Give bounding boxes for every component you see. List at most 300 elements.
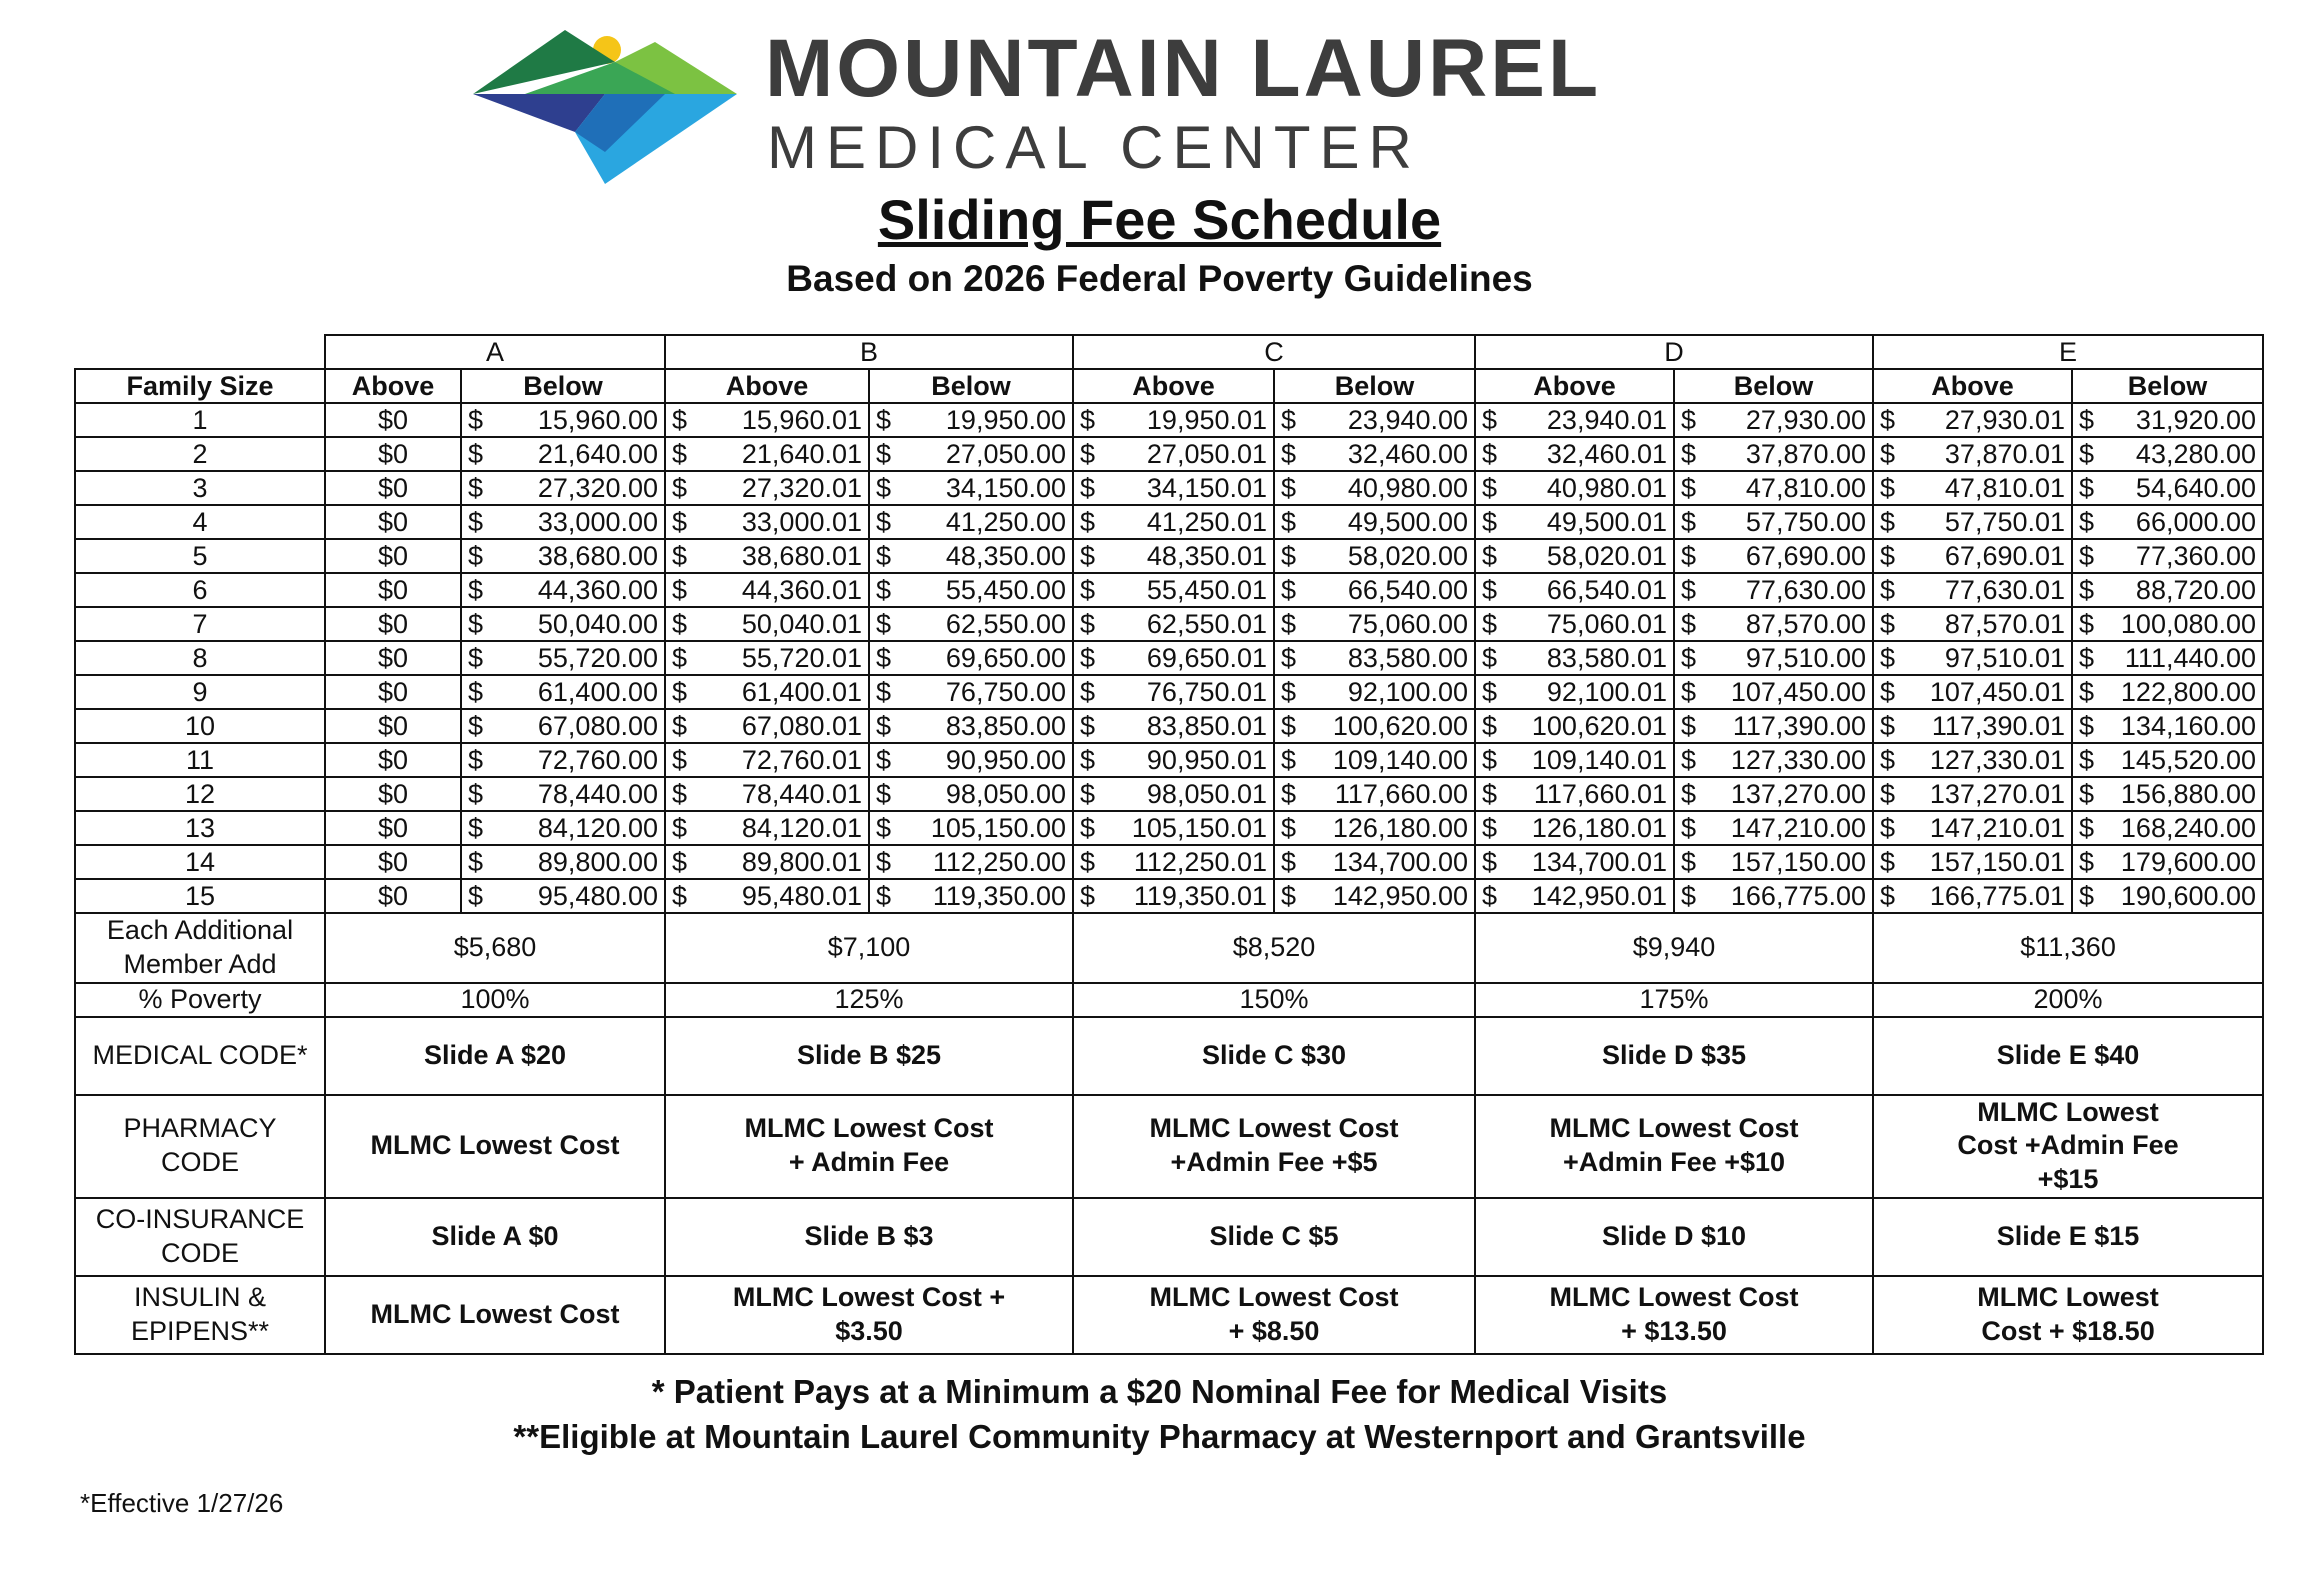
amount: 168,240.00 xyxy=(2120,812,2257,843)
b-above-cell xyxy=(665,471,869,505)
e-below-cell xyxy=(2072,709,2263,743)
currency-symbol: $ xyxy=(1281,744,1297,775)
a-above-cell: $0 xyxy=(325,505,461,539)
row-label: PHARMACY CODE xyxy=(75,1095,325,1198)
a-below-cell xyxy=(461,743,665,777)
medical-code-value: Slide C $30 xyxy=(1073,1017,1475,1095)
a-above-cell: $0 xyxy=(325,845,461,879)
currency-symbol: $ xyxy=(1880,676,1896,707)
amount: 66,000.00 xyxy=(2135,506,2257,537)
amount: 44,360.00 xyxy=(537,574,659,605)
currency-symbol: $ xyxy=(1281,846,1297,877)
currency-symbol: $ xyxy=(1080,710,1096,741)
d-above-cell xyxy=(1475,811,1674,845)
c-below-cell xyxy=(1274,845,1475,879)
row-label: MEDICAL CODE* xyxy=(75,1017,325,1095)
amount: 117,390.01 xyxy=(1931,710,2066,741)
poverty-value: 200% xyxy=(1873,983,2263,1017)
a-below-cell xyxy=(461,709,665,743)
a-above-cell: $0 xyxy=(325,709,461,743)
currency-symbol: $ xyxy=(1281,812,1297,843)
currency-symbol: $ xyxy=(1482,472,1498,503)
amount: 98,050.00 xyxy=(945,778,1067,809)
amount: 134,160.00 xyxy=(2120,710,2257,741)
above-header: Above xyxy=(325,369,461,403)
amount: 15,960.01 xyxy=(741,404,863,435)
coinsurance-code-value: Slide C $5 xyxy=(1073,1198,1475,1276)
amount: 50,040.01 xyxy=(741,608,863,639)
amount: 89,800.01 xyxy=(741,846,863,877)
b-below-cell xyxy=(869,811,1073,845)
coinsurance-code-value: Slide B $3 xyxy=(665,1198,1073,1276)
amount: 95,480.01 xyxy=(741,880,863,911)
family-size-cell: 1 xyxy=(75,403,325,437)
medical-code-value: Slide A $20 xyxy=(325,1017,665,1095)
currency-symbol: $ xyxy=(468,608,484,639)
amount: 92,100.01 xyxy=(1546,676,1668,707)
amount: 76,750.01 xyxy=(1146,676,1268,707)
coinsurance-code-value: Slide D $10 xyxy=(1475,1198,1873,1276)
a-above-cell: $0 xyxy=(325,743,461,777)
amount: 83,850.00 xyxy=(945,710,1067,741)
currency-symbol: $ xyxy=(1681,846,1697,877)
amount: 49,500.01 xyxy=(1546,506,1668,537)
amount: 57,750.00 xyxy=(1745,506,1867,537)
row-label: INSULIN & EPIPENS** xyxy=(75,1276,325,1354)
a-below-cell xyxy=(461,607,665,641)
pharmacy-code-value: MLMC Lowest Cost +Admin Fee +$15 xyxy=(1873,1095,2263,1198)
currency-symbol: $ xyxy=(1482,642,1498,673)
currency-symbol: $ xyxy=(1681,472,1697,503)
slide-header-row xyxy=(75,335,2263,369)
e-below-cell xyxy=(2072,777,2263,811)
e-below-cell xyxy=(2072,743,2263,777)
below-header: Below xyxy=(1274,369,1475,403)
currency-symbol: $ xyxy=(1080,812,1096,843)
a-above-cell: $0 xyxy=(325,471,461,505)
currency-symbol: $ xyxy=(1681,438,1697,469)
currency-symbol: $ xyxy=(672,744,688,775)
b-below-cell xyxy=(869,573,1073,607)
currency-symbol: $ xyxy=(1880,438,1896,469)
b-above-cell xyxy=(665,675,869,709)
currency-symbol: $ xyxy=(2079,540,2095,571)
b-above-cell xyxy=(665,403,869,437)
d-below-cell xyxy=(1674,403,1873,437)
currency-symbol: $ xyxy=(876,642,892,673)
currency-symbol: $ xyxy=(1880,506,1896,537)
amount: 111,440.00 xyxy=(2124,642,2257,673)
currency-symbol: $ xyxy=(876,608,892,639)
currency-symbol: $ xyxy=(1880,574,1896,605)
amount: 119,350.00 xyxy=(932,880,1067,911)
amount: 41,250.00 xyxy=(945,506,1067,537)
currency-symbol: $ xyxy=(1281,778,1297,809)
amount: 117,390.00 xyxy=(1732,710,1867,741)
currency-symbol: $ xyxy=(1681,608,1697,639)
amount: 27,050.00 xyxy=(945,438,1067,469)
currency-symbol: $ xyxy=(1880,608,1896,639)
insulin-value: MLMC Lowest Cost + $13.50 xyxy=(1475,1276,1873,1354)
family-size-cell: 11 xyxy=(75,743,325,777)
amount: 100,080.00 xyxy=(2120,608,2257,639)
d-above-cell xyxy=(1475,879,1674,913)
a-above-cell: $0 xyxy=(325,879,461,913)
currency-symbol: $ xyxy=(1681,642,1697,673)
currency-symbol: $ xyxy=(1080,880,1096,911)
currency-symbol: $ xyxy=(1281,676,1297,707)
additional-value: $9,940 xyxy=(1475,913,1873,983)
slide-header: A xyxy=(325,335,665,369)
a-below-cell xyxy=(461,641,665,675)
amount: 61,400.00 xyxy=(537,676,659,707)
amount: 62,550.01 xyxy=(1146,608,1268,639)
pharmacy-code-value: MLMC Lowest Cost + Admin Fee xyxy=(665,1095,1073,1198)
currency-symbol: $ xyxy=(2079,710,2095,741)
currency-symbol: $ xyxy=(2079,506,2095,537)
amount: 34,150.00 xyxy=(945,472,1067,503)
family-size-cell: 10 xyxy=(75,709,325,743)
d-below-cell xyxy=(1674,675,1873,709)
amount: 137,270.00 xyxy=(1730,778,1867,809)
currency-symbol: $ xyxy=(672,676,688,707)
row-label: % Poverty xyxy=(75,983,325,1017)
c-above-cell xyxy=(1073,437,1274,471)
e-below-cell xyxy=(2072,505,2263,539)
amount: 48,350.01 xyxy=(1146,540,1268,571)
amount: 100,620.01 xyxy=(1531,710,1668,741)
a-below-cell xyxy=(461,471,665,505)
amount: 83,580.00 xyxy=(1347,642,1469,673)
amount: 87,570.01 xyxy=(1944,608,2066,639)
currency-symbol: $ xyxy=(1482,812,1498,843)
currency-symbol: $ xyxy=(1482,676,1498,707)
currency-symbol: $ xyxy=(468,880,484,911)
e-below-cell xyxy=(2072,879,2263,913)
amount: 87,570.00 xyxy=(1745,608,1867,639)
amount: 119,350.01 xyxy=(1133,880,1268,911)
amount: 37,870.01 xyxy=(1944,438,2066,469)
currency-symbol: $ xyxy=(2079,608,2095,639)
currency-symbol: $ xyxy=(1080,472,1096,503)
currency-symbol: $ xyxy=(672,880,688,911)
table-row xyxy=(75,675,2263,709)
currency-symbol: $ xyxy=(2079,744,2095,775)
currency-symbol: $ xyxy=(1880,778,1896,809)
d-below-cell xyxy=(1674,811,1873,845)
table-row xyxy=(75,437,2263,471)
currency-symbol: $ xyxy=(876,574,892,605)
poverty-value: 150% xyxy=(1073,983,1475,1017)
pharmacy-code-value: MLMC Lowest Cost +Admin Fee +$10 xyxy=(1475,1095,1873,1198)
d-above-cell xyxy=(1475,675,1674,709)
amount: 19,950.01 xyxy=(1146,404,1268,435)
currency-symbol: $ xyxy=(1880,404,1896,435)
amount: 127,330.00 xyxy=(1730,744,1867,775)
above-header: Above xyxy=(1073,369,1274,403)
b-below-cell xyxy=(869,879,1073,913)
amount: 21,640.00 xyxy=(537,438,659,469)
below-header: Below xyxy=(869,369,1073,403)
currency-symbol: $ xyxy=(876,710,892,741)
currency-symbol: $ xyxy=(1681,506,1697,537)
currency-symbol: $ xyxy=(876,812,892,843)
currency-symbol: $ xyxy=(1482,846,1498,877)
e-below-cell xyxy=(2072,573,2263,607)
amount: 38,680.01 xyxy=(741,540,863,571)
d-below-cell xyxy=(1674,743,1873,777)
pharmacy-code-value: MLMC Lowest Cost xyxy=(325,1095,665,1198)
currency-symbol: $ xyxy=(1281,506,1297,537)
table-row xyxy=(75,403,2263,437)
additional-value: $8,520 xyxy=(1073,913,1475,983)
amount: 117,660.00 xyxy=(1334,778,1469,809)
currency-symbol: $ xyxy=(1482,404,1498,435)
amount: 97,510.00 xyxy=(1745,642,1867,673)
table-row xyxy=(75,811,2263,845)
amount: 156,880.00 xyxy=(2120,778,2257,809)
currency-symbol: $ xyxy=(1080,642,1096,673)
amount: 157,150.00 xyxy=(1730,846,1867,877)
b-above-cell xyxy=(665,845,869,879)
a-above-cell: $0 xyxy=(325,437,461,471)
currency-symbol: $ xyxy=(468,404,484,435)
amount: 147,210.00 xyxy=(1730,812,1867,843)
amount: 112,250.00 xyxy=(932,846,1067,877)
currency-symbol: $ xyxy=(876,744,892,775)
currency-symbol: $ xyxy=(1080,438,1096,469)
e-above-cell xyxy=(1873,709,2072,743)
c-above-cell xyxy=(1073,641,1274,675)
currency-symbol: $ xyxy=(1080,506,1096,537)
currency-symbol: $ xyxy=(1281,404,1297,435)
currency-symbol: $ xyxy=(1482,608,1498,639)
c-above-cell xyxy=(1073,709,1274,743)
amount: 58,020.00 xyxy=(1347,540,1469,571)
d-above-cell xyxy=(1475,641,1674,675)
amount: 126,180.01 xyxy=(1531,812,1668,843)
amount: 27,320.01 xyxy=(741,472,863,503)
currency-symbol: $ xyxy=(1281,472,1297,503)
amount: 88,720.00 xyxy=(2135,574,2257,605)
c-below-cell xyxy=(1274,879,1475,913)
b-below-cell xyxy=(869,845,1073,879)
above-below-header-row xyxy=(75,369,2263,403)
amount: 47,810.01 xyxy=(1944,472,2066,503)
currency-symbol: $ xyxy=(672,574,688,605)
table-row xyxy=(75,777,2263,811)
amount: 49,500.00 xyxy=(1347,506,1469,537)
c-below-cell xyxy=(1274,641,1475,675)
currency-symbol: $ xyxy=(672,778,688,809)
amount: 27,930.00 xyxy=(1745,404,1867,435)
amount: 84,120.00 xyxy=(537,812,659,843)
c-above-cell xyxy=(1073,539,1274,573)
currency-symbol: $ xyxy=(1880,812,1896,843)
amount: 90,950.00 xyxy=(945,744,1067,775)
above-header: Above xyxy=(665,369,869,403)
amount: 58,020.01 xyxy=(1546,540,1668,571)
e-above-cell xyxy=(1873,743,2072,777)
amount: 75,060.00 xyxy=(1347,608,1469,639)
amount: 78,440.01 xyxy=(741,778,863,809)
b-below-cell xyxy=(869,539,1073,573)
amount: 117,660.01 xyxy=(1533,778,1668,809)
amount: 83,580.01 xyxy=(1546,642,1668,673)
effective-date: *Effective 1/27/26 xyxy=(80,1488,284,1518)
currency-symbol: $ xyxy=(1080,574,1096,605)
poverty-value: 100% xyxy=(325,983,665,1017)
d-above-cell xyxy=(1475,709,1674,743)
table-row xyxy=(75,607,2263,641)
c-above-cell xyxy=(1073,471,1274,505)
e-above-cell xyxy=(1873,641,2072,675)
page-title: Sliding Fee Schedule xyxy=(877,188,1442,251)
amount: 157,150.01 xyxy=(1929,846,2066,877)
d-above-cell xyxy=(1475,403,1674,437)
blank-cell xyxy=(75,335,325,369)
amount: 27,050.01 xyxy=(1146,438,1268,469)
currency-symbol: $ xyxy=(2079,574,2095,605)
currency-symbol: $ xyxy=(1080,778,1096,809)
amount: 134,700.00 xyxy=(1332,846,1469,877)
b-below-cell xyxy=(869,641,1073,675)
c-above-cell xyxy=(1073,607,1274,641)
amount: 34,150.01 xyxy=(1146,472,1268,503)
d-above-cell xyxy=(1475,845,1674,879)
logo xyxy=(465,22,1602,187)
amount: 50,040.00 xyxy=(537,608,659,639)
family-size-cell: 9 xyxy=(75,675,325,709)
table-row xyxy=(75,709,2263,743)
a-below-cell xyxy=(461,403,665,437)
a-below-cell xyxy=(461,811,665,845)
currency-symbol: $ xyxy=(468,676,484,707)
currency-symbol: $ xyxy=(876,778,892,809)
b-below-cell xyxy=(869,743,1073,777)
currency-symbol: $ xyxy=(1080,404,1096,435)
additional-value: $5,680 xyxy=(325,913,665,983)
c-above-cell xyxy=(1073,845,1274,879)
c-below-cell xyxy=(1274,777,1475,811)
insulin-epipens-row xyxy=(75,1276,2263,1354)
below-header: Below xyxy=(461,369,665,403)
c-below-cell xyxy=(1274,471,1475,505)
below-header: Below xyxy=(1674,369,1873,403)
d-above-cell xyxy=(1475,607,1674,641)
b-below-cell xyxy=(869,437,1073,471)
currency-symbol: $ xyxy=(1482,506,1498,537)
a-below-cell xyxy=(461,675,665,709)
table-row xyxy=(75,743,2263,777)
additional-value: $11,360 xyxy=(1873,913,2263,983)
c-below-cell xyxy=(1274,573,1475,607)
e-below-cell xyxy=(2072,437,2263,471)
footnote-pharmacy: **Eligible at Mountain Laurel Community Pharmacy at Westernport and Grantsville xyxy=(513,1417,1806,1455)
insulin-value: MLMC Lowest Cost xyxy=(325,1276,665,1354)
b-above-cell xyxy=(665,811,869,845)
a-below-cell xyxy=(461,777,665,811)
b-below-cell xyxy=(869,709,1073,743)
slide-header: E xyxy=(1873,335,2263,369)
currency-symbol: $ xyxy=(2079,472,2095,503)
e-below-cell xyxy=(2072,641,2263,675)
amount: 67,080.01 xyxy=(741,710,863,741)
table-row xyxy=(75,879,2263,913)
e-above-cell xyxy=(1873,879,2072,913)
currency-symbol: $ xyxy=(1482,540,1498,571)
amount: 47,810.00 xyxy=(1745,472,1867,503)
c-below-cell xyxy=(1274,811,1475,845)
amount: 38,680.00 xyxy=(537,540,659,571)
amount: 166,775.01 xyxy=(1929,880,2066,911)
amount: 145,520.00 xyxy=(2120,744,2257,775)
currency-symbol: $ xyxy=(876,676,892,707)
b-above-cell xyxy=(665,641,869,675)
b-above-cell xyxy=(665,573,869,607)
amount: 44,360.01 xyxy=(741,574,863,605)
coinsurance-code-value: Slide E $15 xyxy=(1873,1198,2263,1276)
amount: 76,750.00 xyxy=(945,676,1067,707)
d-below-cell xyxy=(1674,845,1873,879)
a-above-cell: $0 xyxy=(325,403,461,437)
c-below-cell xyxy=(1274,539,1475,573)
family-size-cell: 7 xyxy=(75,607,325,641)
amount: 98,050.01 xyxy=(1146,778,1268,809)
currency-symbol: $ xyxy=(1681,744,1697,775)
e-below-cell xyxy=(2072,539,2263,573)
currency-symbol: $ xyxy=(1681,880,1697,911)
amount: 75,060.01 xyxy=(1546,608,1668,639)
amount: 57,750.01 xyxy=(1944,506,2066,537)
d-above-cell xyxy=(1475,743,1674,777)
footnotes xyxy=(0,1370,2319,1459)
c-below-cell xyxy=(1274,505,1475,539)
amount: 15,960.00 xyxy=(537,404,659,435)
family-size-cell: 15 xyxy=(75,879,325,913)
above-header: Above xyxy=(1873,369,2072,403)
currency-symbol: $ xyxy=(672,608,688,639)
amount: 55,720.00 xyxy=(537,642,659,673)
amount: 109,140.00 xyxy=(1332,744,1469,775)
below-header: Below xyxy=(2072,369,2263,403)
currency-symbol: $ xyxy=(1681,778,1697,809)
a-below-cell xyxy=(461,879,665,913)
currency-symbol: $ xyxy=(672,472,688,503)
amount: 90,950.01 xyxy=(1146,744,1268,775)
c-below-cell xyxy=(1274,743,1475,777)
amount: 122,800.00 xyxy=(2120,676,2257,707)
e-above-cell xyxy=(1873,539,2072,573)
c-above-cell xyxy=(1073,879,1274,913)
a-below-cell xyxy=(461,539,665,573)
amount: 105,150.00 xyxy=(930,812,1067,843)
poverty-value: 175% xyxy=(1475,983,1873,1017)
e-below-cell xyxy=(2072,471,2263,505)
currency-symbol: $ xyxy=(1681,574,1697,605)
currency-symbol: $ xyxy=(1681,404,1697,435)
b-above-cell xyxy=(665,743,869,777)
a-above-cell: $0 xyxy=(325,641,461,675)
d-below-cell xyxy=(1674,437,1873,471)
d-above-cell xyxy=(1475,505,1674,539)
currency-symbol: $ xyxy=(1681,676,1697,707)
amount: 66,540.00 xyxy=(1347,574,1469,605)
a-above-cell: $0 xyxy=(325,607,461,641)
slide-header: C xyxy=(1073,335,1475,369)
amount: 31,920.00 xyxy=(2135,404,2257,435)
income-rows xyxy=(75,403,2263,913)
